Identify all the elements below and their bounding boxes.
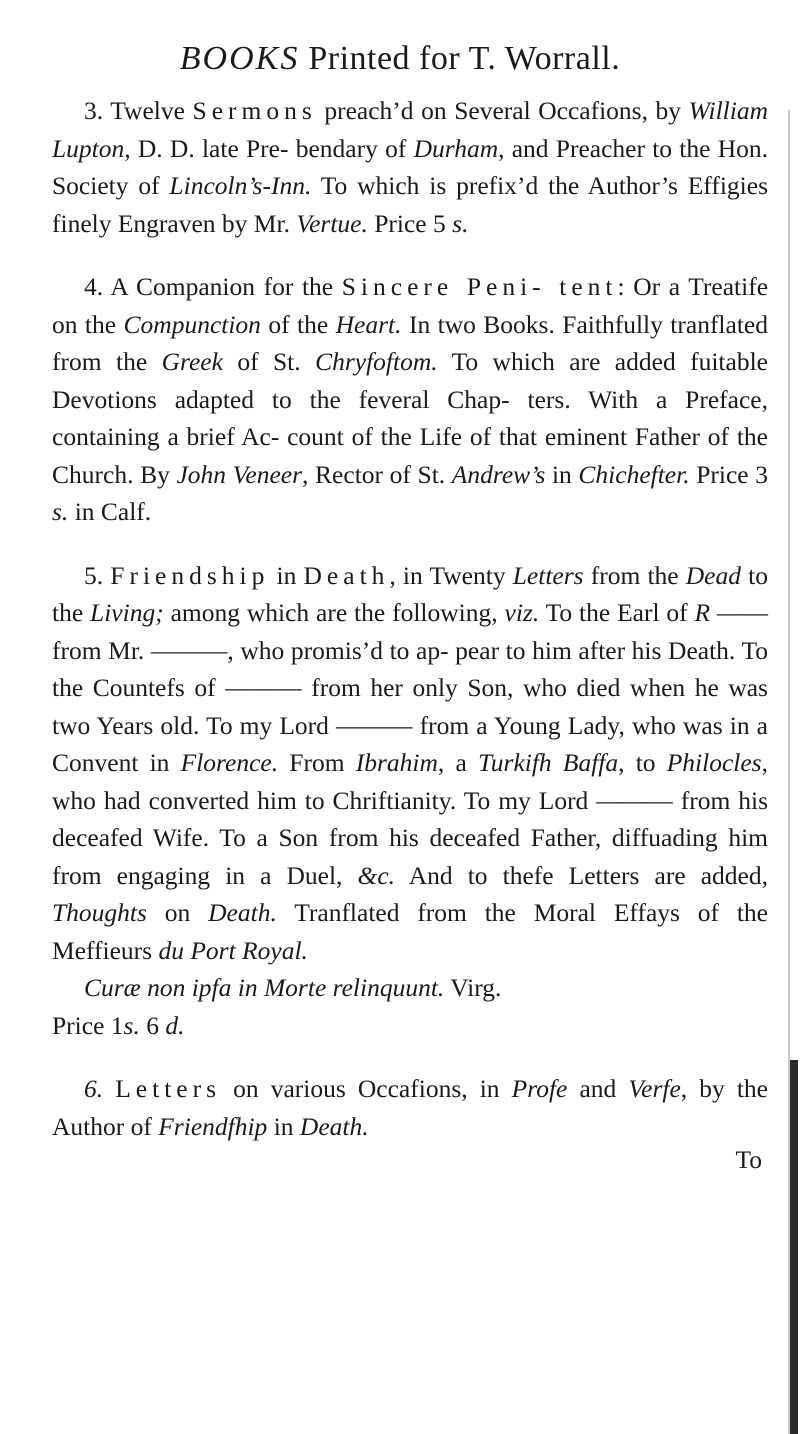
italic-text: Durham bbox=[413, 133, 499, 163]
entry-text bbox=[52, 96, 768, 238]
roman-text: on various Occafions, in bbox=[221, 1074, 512, 1103]
italic-text: R bbox=[694, 598, 711, 627]
italic-text: Profe bbox=[511, 1074, 568, 1103]
catalogue-entry-5 bbox=[52, 557, 768, 1045]
entry-text bbox=[52, 1074, 768, 1141]
italic-text: Chryfoftom. bbox=[315, 347, 438, 376]
header-books: BOOKS bbox=[179, 40, 300, 77]
italic-text: John Veneer bbox=[176, 459, 303, 489]
roman-text: in bbox=[545, 459, 579, 489]
italic-text: Andrew’s bbox=[451, 459, 546, 489]
entry-paragraph bbox=[52, 268, 768, 531]
price-line bbox=[52, 1007, 768, 1045]
roman-text: And to thefe Letters are added, bbox=[395, 860, 768, 890]
italic-text: Friendfhip bbox=[158, 1111, 268, 1141]
small-caps-text: Sermons bbox=[192, 96, 317, 125]
italic-text: Verfe bbox=[628, 1074, 681, 1103]
roman-text: , and Preacher to the Hon. Society of bbox=[52, 133, 768, 200]
italic-text: s. bbox=[123, 1010, 140, 1040]
italic-text: Letters bbox=[512, 560, 584, 590]
roman-text: To which are added fuitable Devotions adapted to the feveral Chap- ters. With a Preface, containing a brief Ac- count of the Life of that eminent Father of the Church. By bbox=[52, 347, 768, 489]
small-caps-text: Death bbox=[303, 560, 390, 590]
entry-paragraph bbox=[52, 1070, 768, 1145]
roman-text: In two Books. Faithfully tranflated from the bbox=[52, 309, 768, 376]
roman-text: 6 bbox=[139, 1010, 166, 1040]
italic-text: du Port Royal. bbox=[158, 935, 308, 965]
italic-text: Heart. bbox=[335, 309, 402, 339]
italic-text: viz. bbox=[504, 598, 540, 627]
italic-text: s. bbox=[52, 497, 69, 526]
catalogue-text bbox=[52, 92, 768, 1205]
roman-text: Price 3 bbox=[689, 459, 769, 489]
roman-text: on bbox=[146, 898, 209, 927]
italic-text: Greek bbox=[161, 347, 223, 376]
italic-text: &c. bbox=[357, 860, 396, 890]
page-edge-shadow bbox=[790, 1060, 798, 1434]
small-caps-text: Friendship bbox=[110, 560, 270, 590]
roman-text: Twelve bbox=[110, 96, 193, 125]
running-header bbox=[0, 40, 800, 78]
roman-text: —— from Mr. ———, who promis’d to ap- pear to him after his Death. To the Countefs of ——— from her only Son, who died when he was two Years old. To my Lord ——— from a Young Lady, who was in a Convent in bbox=[52, 598, 769, 777]
roman-text: , by the Author of bbox=[52, 1074, 768, 1141]
italic-text: Florence. bbox=[180, 748, 279, 777]
entry-text bbox=[52, 561, 768, 965]
roman-text: among which are the following, bbox=[163, 598, 505, 627]
entry-number: 5. bbox=[84, 560, 104, 590]
roman-text: from the bbox=[583, 560, 686, 590]
small-caps-text: Letters bbox=[115, 1074, 222, 1103]
entry-paragraph bbox=[52, 92, 768, 242]
catalogue-entry-6 bbox=[52, 1070, 768, 1179]
entry-paragraph bbox=[52, 557, 768, 970]
roman-text: , D. D. late Pre- bendary of bbox=[124, 133, 414, 163]
catalogue-entry-3 bbox=[52, 92, 768, 242]
catchword: To bbox=[735, 1145, 762, 1174]
roman-text: To the Earl of bbox=[539, 598, 695, 627]
roman-text: , a bbox=[437, 748, 478, 777]
italic-text: d. bbox=[165, 1010, 185, 1040]
italic-text: Death. bbox=[299, 1111, 369, 1141]
entry-text bbox=[52, 272, 768, 526]
italic-text: Death. bbox=[208, 898, 277, 927]
quote-source: Virg. bbox=[450, 973, 502, 1002]
italic-text: Living; bbox=[90, 598, 164, 627]
italic-text: Dead bbox=[685, 560, 741, 590]
roman-text: and bbox=[567, 1074, 629, 1103]
roman-text: , Rector of St. bbox=[302, 459, 452, 489]
roman-text: : Or a Treatife on the bbox=[52, 272, 769, 339]
latin-quote: Curæ non ipfa in Morte relinquunt. bbox=[84, 973, 445, 1002]
roman-text: in Calf. bbox=[68, 497, 152, 526]
italic-text: Chichefter. bbox=[578, 459, 690, 489]
roman-text: From bbox=[278, 748, 356, 777]
roman-text: To which is prefix’d the Author’s Effigies finely Engraven by Mr. bbox=[52, 171, 768, 238]
italic-text: Compunction bbox=[123, 309, 261, 339]
roman-text: preach’d on Several Occafions, by bbox=[316, 96, 689, 125]
roman-text: A Companion for the bbox=[110, 272, 342, 301]
italic-text: Ibrahim bbox=[355, 748, 438, 777]
roman-text: , who had converted him to Chriftianity. To my Lord ——— from his deceafed Wife. To a Son from his deceafed Father, diffuading him from engaging in a Duel, bbox=[52, 748, 768, 890]
small-caps-text: Sincere Peni- tent bbox=[341, 272, 618, 301]
italic-text: Thoughts bbox=[52, 898, 147, 927]
roman-text: Price 1 bbox=[52, 1010, 124, 1040]
italic-text: Vertue. bbox=[296, 208, 368, 238]
roman-text: in bbox=[269, 560, 304, 590]
roman-text: in bbox=[267, 1111, 300, 1141]
roman-text: to the bbox=[52, 560, 768, 627]
roman-text: of the bbox=[260, 309, 336, 339]
header-printed-for: Printed for T. Worrall. bbox=[308, 40, 621, 77]
entry-number: 6. bbox=[84, 1074, 104, 1103]
italic-text: Turkifh Baffa bbox=[478, 748, 619, 777]
roman-text: of St. bbox=[222, 347, 316, 376]
italic-text: William Lupton bbox=[52, 96, 768, 163]
roman-text: Price 5 bbox=[367, 208, 453, 238]
epigraph-line bbox=[52, 969, 768, 1007]
roman-text: , to bbox=[618, 748, 667, 777]
roman-text: , in Twenty bbox=[389, 560, 513, 590]
roman-text: Tranflated from the Moral Effays of the Meffieurs bbox=[52, 898, 769, 965]
italic-text: Philocles bbox=[666, 748, 762, 777]
catalogue-entry-4 bbox=[52, 268, 768, 531]
italic-text: s. bbox=[452, 208, 469, 238]
entry-number: 3. bbox=[84, 96, 104, 125]
entry-number: 4. bbox=[84, 272, 104, 301]
italic-text: Lincoln’s-Inn. bbox=[169, 171, 312, 200]
